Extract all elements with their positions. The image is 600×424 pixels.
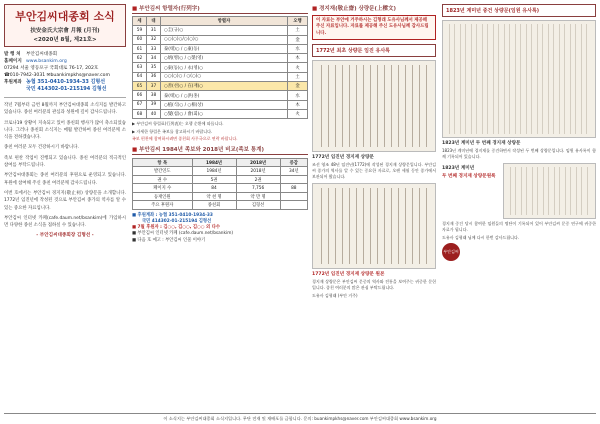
doc-title-1772: 1772년 최초 상량문 임진 유사록 xyxy=(312,44,436,57)
col-header: 항 목 xyxy=(133,158,193,167)
stat-cell: 84 xyxy=(192,184,236,193)
name-cell: ○圭(규)○ xyxy=(161,26,288,35)
dae-cell: 35 xyxy=(147,63,161,72)
elem-cell: 金 xyxy=(288,35,308,44)
homepage-link[interactable]: www.bsankim.org xyxy=(26,59,67,64)
stat-cell: 2018년 xyxy=(236,167,280,176)
elem-cell: 水 xyxy=(288,91,308,100)
intro-paragraph-7: 부안김씨 인터넷 카페(cafe.daum.net/bsankim)에 가입하시면 다양한 종친 소식을 접하실 수 있습니다. xyxy=(4,215,126,229)
dae-cell: 38 xyxy=(147,91,161,100)
stat-cell: 88 xyxy=(280,184,307,193)
signature: - 부안김씨대종회장 김형선 - xyxy=(36,233,94,239)
table-row xyxy=(133,63,308,72)
logo-row xyxy=(442,243,596,261)
dae-cell: 31 xyxy=(147,26,161,35)
address: 07294 서울 영등포구 국회대로 76-17, 202호 xyxy=(4,66,99,71)
intro-paragraph-2: 코로나19 상황이 지속되고 있어 종친회 행사가 많이 축소되었습니다. 그러나 종친회 소식지는 매월 발간하여 종친 여러분께 소식을 전하겠습니다. xyxy=(4,120,126,141)
name-cell: ○炳(병)○ / ○榮(영) xyxy=(161,54,288,63)
issue-number: <2020년 8월, 제21호> xyxy=(33,37,97,43)
stat-cell: 김형선 xyxy=(236,201,280,210)
publisher-label: 발 행 처 xyxy=(4,52,21,57)
stat-cell: 페이지 수 xyxy=(133,184,193,193)
sei-cell: 67 xyxy=(133,100,147,109)
table-row xyxy=(133,167,308,176)
column-genealogy xyxy=(132,4,308,244)
column-sangnyangmun xyxy=(312,4,436,299)
paragraph-1823: 1823년 계미년에 경지재를 중건하면서 작성된 두 번째 상량문입니다. 임원 유사록이 함께 기록되어 있습니다. xyxy=(442,148,596,159)
col-header: 세 xyxy=(133,17,147,26)
genealogy-note-3: 족보 편찬에 참여하시려면 종친회 사무국으로 연락 바랍니다. xyxy=(132,136,238,142)
paragraph-1772-2: 경지재 상량문은 부안김씨 문중의 역사와 전통을 보여주는 귀중한 문헌입니다. 종친 여러분의 많은 관심 부탁드립니다. xyxy=(312,278,436,290)
newsletter-subtitle: 扶安金氏大宗會 月報 (月刊) xyxy=(30,28,100,34)
account-label: 후원계좌 xyxy=(4,80,22,85)
info-line-5: ■ 다음 호 예고 : 부안김씨 인물 이야기 xyxy=(132,237,206,243)
elem-cell: 火 xyxy=(288,109,308,118)
dae-cell: 33 xyxy=(147,44,161,53)
bullet-icon: ■ xyxy=(132,6,140,12)
name-cell: ○○(○)○/○(○)○ xyxy=(161,35,288,44)
intro-paragraph-5: 부안김씨대종회는 종친 여러분의 후원으로 운영되고 있습니다. 후원에 참여해 주신 종친 여러분께 감사드립니다. xyxy=(4,173,126,186)
dae-cell: 34 xyxy=(147,54,161,63)
sei-cell: 65 xyxy=(133,82,147,91)
stat-cell xyxy=(280,192,307,201)
intro-paragraph-3: 종친 여러분 모두 건강하시기 바랍니다. xyxy=(4,145,79,151)
table-row xyxy=(133,54,308,63)
stat-cell: 권 수 xyxy=(133,175,193,184)
col-header: 증감 xyxy=(280,158,307,167)
stat-cell xyxy=(280,201,307,210)
genealogy-heading: ■ 부안김씨 항렬자(行列字) xyxy=(132,4,308,14)
genealogy-table xyxy=(132,16,308,119)
table-row xyxy=(133,35,308,44)
name-cell: ○植(식)○ / ○相(상) xyxy=(161,100,288,109)
genealogy-note-2: ▶ 자세한 항렬은 족보를 참고하시기 바랍니다. xyxy=(132,128,213,134)
table-row xyxy=(133,192,308,201)
paragraph-1823-2: 경지재 중건 당시 참여한 임원들의 명단이 기록되어 있어 부안김씨 문중 연구에 귀중한 자료가 됩니다. xyxy=(442,221,596,232)
caption-1772-original: 1772년 임진년 경지재 상량문 원본 xyxy=(312,271,385,277)
stat-cell: 약 천 명 xyxy=(192,192,236,201)
document-image-1772 xyxy=(312,60,436,152)
caption-1823-2: 1823년 계미년 xyxy=(442,166,475,171)
col-header: 1984년 xyxy=(192,158,236,167)
dae-cell: 36 xyxy=(147,72,161,81)
genealogy-note-1: ▶ 부안김씨 항렬표(行列表)는 오행 순환에 따릅니다. xyxy=(132,121,224,127)
sei-cell: 61 xyxy=(133,44,147,53)
caption-1823-3: 두 번째 경지재 상량문원록 xyxy=(442,174,496,179)
stat-cell: 약 만 명 xyxy=(236,192,280,201)
sei-cell: 60 xyxy=(133,35,147,44)
footer: 이 소식지는 부안김씨대종회 소식지입니다. 무단 전재 및 재배포를 금합니다. 문의: buankimpkhs@naver.com 부안김씨대종회 www.bsankim.org xyxy=(4,413,596,422)
table-row xyxy=(133,91,308,100)
table-row xyxy=(133,109,308,118)
stat-cell xyxy=(280,175,307,184)
stat-cell: 7,756 xyxy=(236,184,280,193)
name-cell: ○東(동)○ / 永(영)○ xyxy=(161,63,288,72)
stat-cell: 주요 후원자 xyxy=(133,201,193,210)
sei-cell: 66 xyxy=(133,91,147,100)
stat-cell: 5권 xyxy=(192,175,236,184)
name-cell: 泰(태)○ / ○東(동) xyxy=(161,44,288,53)
column-1823 xyxy=(442,4,596,261)
name-cell: ○○(○)○ / ○(○)○ xyxy=(161,72,288,81)
document-image-1823 xyxy=(442,20,596,138)
info-line-2: 국민 414302-01-215194 김형선 xyxy=(142,218,212,224)
name-cell: 泰(태)○ / ○洪(홍) xyxy=(161,91,288,100)
table-row xyxy=(133,100,308,109)
document-image-1772-original xyxy=(312,183,436,269)
account-2: 국민 414302-01-215194 김형선 xyxy=(26,86,107,92)
elem-cell: 木 xyxy=(288,54,308,63)
info-line-1: ■ 후원계좌 : 농협 351-0410-1934-33 xyxy=(132,212,213,218)
elem-cell: 金 xyxy=(288,82,308,91)
clan-logo-icon: 부안김씨 xyxy=(442,243,460,261)
contact: ☎010-7942-3031 ✉buankimpkhs@naver.com xyxy=(4,73,110,78)
table-row xyxy=(133,175,308,184)
stats-table xyxy=(132,158,308,210)
stat-cell: 34년 xyxy=(280,167,307,176)
caption-1772: 1772년 임진년 경지재 상량문 xyxy=(312,154,374,160)
col-header: 항렬자 xyxy=(161,17,288,26)
col-header: 오행 xyxy=(288,17,308,26)
divider xyxy=(4,97,126,98)
col-header: 2018년 xyxy=(236,158,280,167)
stat-cell: 종친회 xyxy=(192,201,236,210)
sei-cell: 63 xyxy=(133,63,147,72)
sei-cell: 62 xyxy=(133,54,147,63)
col-header: 대 xyxy=(147,17,161,26)
document-image-1823-2 xyxy=(503,163,596,219)
table-row xyxy=(133,26,308,35)
stat-cell: 1984년 xyxy=(192,167,236,176)
stats-heading: ■ 부안김씨 1984년 족보와 2018년 비교(족보 통계) xyxy=(132,145,308,155)
newsletter-header xyxy=(4,4,126,47)
account-1: 농협 351-0410-1934-33 김형선 xyxy=(26,79,106,85)
newsletter-title: 부안김씨대종회 소식 xyxy=(15,10,115,23)
sei-cell: 59 xyxy=(133,26,147,35)
stat-cell: 발간연도 xyxy=(133,167,193,176)
elem-cell: 木 xyxy=(288,100,308,109)
intro-paragraph-6: 이번 호에서는 부안김씨 경지지(敬止祠) 상량문을 소개합니다. 1772년 임진년에 작성된 것으로 부안김씨 종가의 역사를 알 수 있는 중요한 자료입니다. xyxy=(4,190,126,211)
sei-cell: 68 xyxy=(133,109,147,118)
table-row xyxy=(133,82,308,91)
bullet-icon: ■ xyxy=(132,146,140,153)
doc-title-1823: 1823년 계미년 중건 상량문(임원 유사록) xyxy=(442,4,596,17)
intro-paragraph-1: 작년 7월부터 금번 8월까지 부안김씨대종회 소식지를 발간하고 있습니다. 종친 여러분의 관심과 성원에 깊이 감사드립니다. xyxy=(4,103,126,116)
table-row xyxy=(133,201,308,210)
paragraph-1772-3: 도유사 김형래 (부안 거주) xyxy=(312,292,358,298)
elem-cell: 水 xyxy=(288,44,308,53)
sangnyangmun-heading: ■ 경지재(敬止齋) 상량문(上樑文) xyxy=(312,6,396,12)
dae-cell: 40 xyxy=(147,109,161,118)
source-notice: 이 자료는 부안에 거주하시는 김형래 도유사님께서 제공해 주신 자료입니다. 자료를 제공해 주신 도유사님께 감사드립니다. xyxy=(312,15,436,40)
elem-cell: 土 xyxy=(288,72,308,81)
caption-1823: 1823년 계미년 두 번째 경지재 상량문 xyxy=(442,141,521,146)
dae-cell: 39 xyxy=(147,100,161,109)
column-intro xyxy=(4,4,126,238)
dae-cell: 37 xyxy=(147,82,161,91)
elem-cell: 火 xyxy=(288,63,308,72)
name-cell: ○善(선)○ / 在(재)○ xyxy=(161,82,288,91)
info-line-4[interactable]: ■ 부안김씨 인터넷 카페 (cafe.daum.net/bsankim) xyxy=(132,231,234,237)
table-row xyxy=(133,44,308,53)
publisher-name: 부안김씨대종회 xyxy=(26,52,58,57)
publisher-info xyxy=(4,51,126,93)
table-row xyxy=(133,72,308,81)
table-row xyxy=(133,184,308,193)
stat-cell: 2권 xyxy=(236,175,280,184)
paragraph-1772: 조선 영조 48년 임진년(1772)에 작성된 경지재 상량문입니다. 부안김씨 종가의 역사를 알 수 있는 중요한 자료로, 오랜 세월 동안 종가에서 보관되어 왔습니다. xyxy=(312,161,436,179)
intro-paragraph-4: 족보 편찬 작업이 진행되고 있습니다. 종친 여러분의 적극적인 참여를 부탁드립니다. xyxy=(4,155,126,169)
info-line-3: ■ 7월 후원자 : 김○○, 김○○, 김○○ 외 다수 xyxy=(132,225,221,231)
dae-cell: 32 xyxy=(147,35,161,44)
elem-cell: 土 xyxy=(288,26,308,35)
sei-cell: 64 xyxy=(133,72,147,81)
stat-cell: 등재인원 xyxy=(133,192,193,201)
bullet-icon: ■ xyxy=(312,6,320,12)
paragraph-1823-3: 도유사 김형래 님께 다시 한번 감사드립니다. xyxy=(442,235,520,240)
name-cell: ○燮(섭)○ / 會(회)○ xyxy=(161,109,288,118)
homepage-label: 홈페이지 xyxy=(4,59,22,64)
